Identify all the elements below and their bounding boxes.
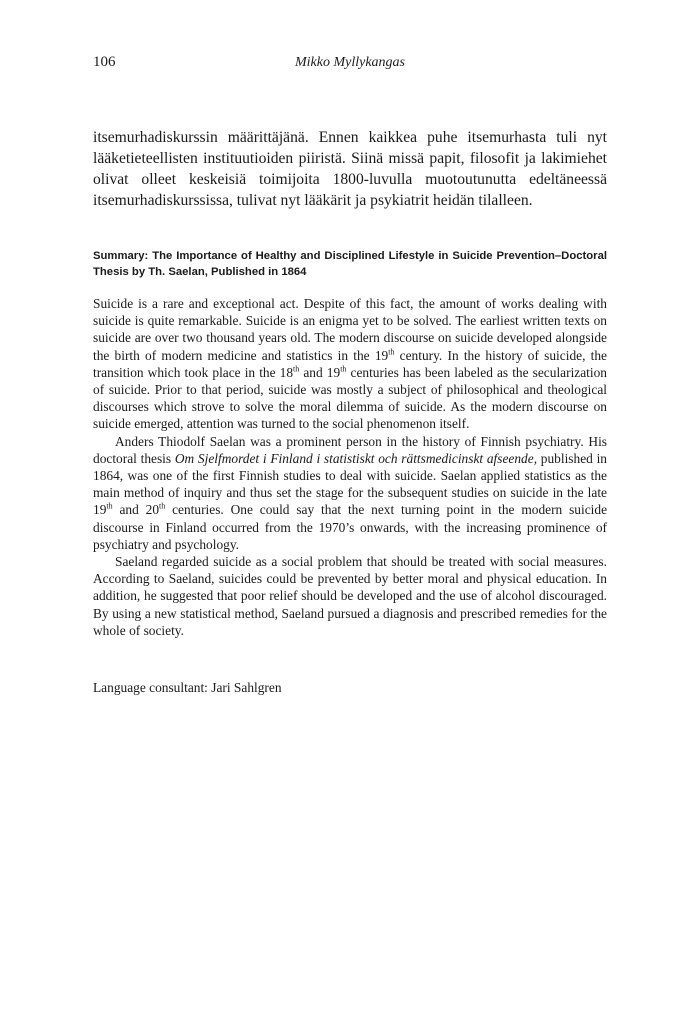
superscript: th — [106, 501, 113, 511]
summary-paragraph-2 — [93, 433, 607, 553]
finnish-paragraph: itsemurhadiskurssin määrittäjänä. Ennen kaikkea puhe itsemurhasta tuli nyt lääketieteellisten instituutioiden piiristä. Siinä missä papit, filosofit ja lakimiehet olivat olleet keskeisiä toimijoita 1800-luvulla muotoutunutta edeltäneessä itsemurhadiskurssissa, tulivat nyt lääkärit ja psykiatrit heidän tilalleen. — [93, 129, 607, 209]
page-number: 106 — [93, 54, 116, 70]
text-run: and 20 — [112, 502, 160, 518]
superscript: th — [293, 364, 300, 374]
summary-paragraph-1 — [93, 295, 607, 433]
text-run: century. In the history of suicide, the transition which took place in the 18 — [93, 347, 607, 380]
language-consultant: Language consultant: Jari Sahlgren — [93, 680, 282, 695]
text-run: published in 1864, was one of the first Finnish studies to deal with suicide. Saelan applied statistics as the main method of inquiry and thus set the stage for the subsequent studies on suicide in the late 19 — [93, 450, 607, 518]
superscript: th — [159, 501, 166, 511]
running-head-author: Mikko Myllykangas — [294, 55, 405, 70]
text-run: centuries. One could say that the next turning point in the modern suicide discourse in Finland occurred from the 1970’s onwards, with the increasing prominence of psychiatry and psychology. — [93, 502, 608, 552]
superscript: th — [340, 364, 347, 374]
text-run: Suicide is a rare and exceptional act. Despite of this fact, the amount of works dealing with suicide is quite remarkable. Suicide is an enigma yet to be solved. The earliest written texts on suicide are over two thousand years old. The modern discourse on suicide developed alongside the birth of modern medicine and statistics in the 19 — [93, 296, 607, 363]
running-head — [93, 54, 607, 74]
thesis-title: Om Sjelfmordet i Finland i statistiskt och rättsmedicinskt afseende, — [174, 450, 538, 466]
summary-heading: Summary: The Importance of Healthy and Disciplined Lifestyle in Suicide Prevention–Doctoral Thesis by Th. Saelan, Published in 1864 — [93, 250, 607, 278]
text-run: and 19 — [299, 364, 341, 380]
summary-paragraph-3: Saeland regarded suicide as a social problem that should be treated with social measures. According to Saeland, suicides could be prevented by better moral and physical education. In addition, he suggested that poor relief should be developed and the use of alcohol discouraged. By using a new statistical method, Saeland pursued a diagnosis and prescribed remedies for the whole of society. — [93, 554, 607, 638]
text-run: centuries has been labeled as the secularization of suicide. Prior to that period, suicide was mostly a subject of philosophical and theological discourses which strove to solve the moral dilemma of suicide. As the modern discourse on suicide emerged, attention was turned to the social phenomenon itself. — [93, 364, 608, 432]
page — [93, 0, 607, 1014]
superscript: th — [388, 347, 395, 357]
text-run: Anders Thiodolf Saelan was a prominent person in the history of Finnish psychiatry. His doctoral thesis — [93, 433, 607, 466]
summary-body — [93, 295, 607, 639]
